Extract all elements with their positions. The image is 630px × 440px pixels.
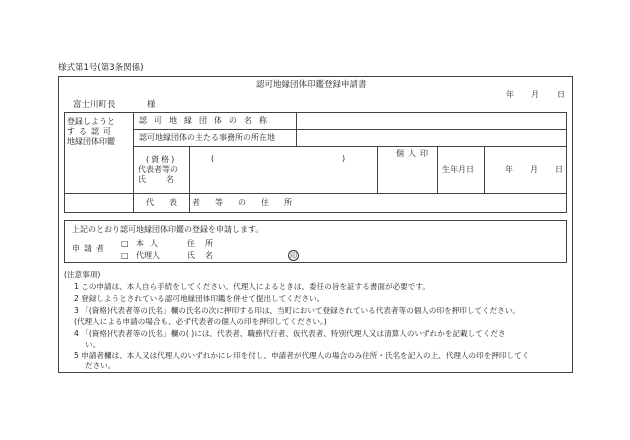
side-label-line-1: 登録しようと — [67, 117, 115, 126]
note-item-1: 1 この申請は、本人自ら手続をしてください。代理人によるときは、委任の旨を証する書面が必要です。 — [74, 282, 430, 291]
form-number: 様式第1号(第3条関係) — [58, 63, 144, 73]
birthdate-label: 生年月日 — [442, 165, 474, 174]
application-statement: 上記のとおり認可地縁団体印鑑の登録を申請します。 — [72, 225, 264, 234]
note-item-3: 3 「(資格)代表者等の氏名」欄の氏名の次に押印する印は、当町において登録されている代表者等の個人の印を押印してください。 — [74, 306, 521, 315]
side-label-line-2: する認可 — [67, 127, 115, 136]
note-item-4-cont: い。 — [85, 340, 101, 349]
row-divider-2 — [133, 146, 567, 147]
rep-label-line-2: 代表者等の — [138, 165, 178, 174]
notes-heading: (注意事項) — [64, 270, 101, 279]
addressee-office: 富士川町長 — [73, 100, 116, 110]
birth-year: 年 — [505, 165, 513, 174]
row-divider-1 — [133, 129, 567, 130]
personal-seal-label: 個人印 — [396, 149, 432, 158]
rep-address-label: 代表者等の住所 — [146, 198, 307, 207]
proxy-address-label: 住所 — [187, 239, 223, 248]
note-item-2: 2 登録しようとされている認可地縁団体印鑑を併せて提出してください。 — [74, 294, 325, 303]
self-option-label: 本人 — [136, 239, 164, 248]
personal-seal-divider-left — [377, 146, 378, 193]
personal-seal-divider-right — [437, 146, 438, 193]
proxy-name-label: 氏名 — [187, 251, 223, 260]
side-label-line-3: 地縁団体印鑑 — [67, 137, 115, 146]
note-item-4: 4 「(資格)代表者等の氏名」欄の( )には、代表者、職務代行者、仮代表者、特別代理人又は清算人のいずれかを記載してくださ — [74, 329, 506, 338]
self-checkbox[interactable]: □ — [121, 239, 129, 248]
date-day: 日 — [557, 90, 565, 99]
seal-section-table — [64, 112, 567, 213]
paren-close: ) — [342, 154, 346, 163]
seal-side-label — [67, 117, 115, 147]
birth-day: 日 — [555, 165, 563, 174]
rep-label-line-3: 氏名 — [138, 175, 194, 184]
rep-name-label — [138, 155, 194, 185]
applicant-label: 申請者 — [72, 244, 108, 253]
rep-label-qualification: (資格) — [146, 155, 177, 164]
birth-month: 月 — [530, 165, 538, 174]
seal-side-divider — [133, 112, 134, 213]
date-month: 月 — [531, 90, 539, 99]
birthdate-divider — [484, 146, 485, 193]
date-year: 年 — [506, 90, 514, 99]
proxy-checkbox[interactable]: □ — [121, 251, 129, 260]
note-item-5-cont: ださい。 — [85, 361, 116, 370]
org-address-label: 認可地縁団体の主たる事務所の所在地 — [139, 133, 275, 142]
note-item-5: 5 申請者欄は、本人又は代理人のいずれかにレ印を付し、申請者が代理人の場合のみ住所・氏名を記入の上、代理人の印を押印してく — [74, 351, 530, 360]
org-name-label: 認可地縁団体の名称 — [139, 116, 274, 125]
proxy-option-label: 代理人 — [136, 251, 160, 260]
note-item-3-cont: (代理人による申請の場合も、必ず代表者の個人の印を押印してください。) — [74, 317, 327, 326]
form-title: 認可地縁団体印鑑登録申請書 — [256, 80, 367, 90]
row-divider-3 — [64, 193, 567, 194]
seal-circle-icon: 印 — [290, 252, 297, 260]
addressee-honorific: 様 — [147, 100, 156, 110]
paren-open: ( — [211, 154, 215, 163]
